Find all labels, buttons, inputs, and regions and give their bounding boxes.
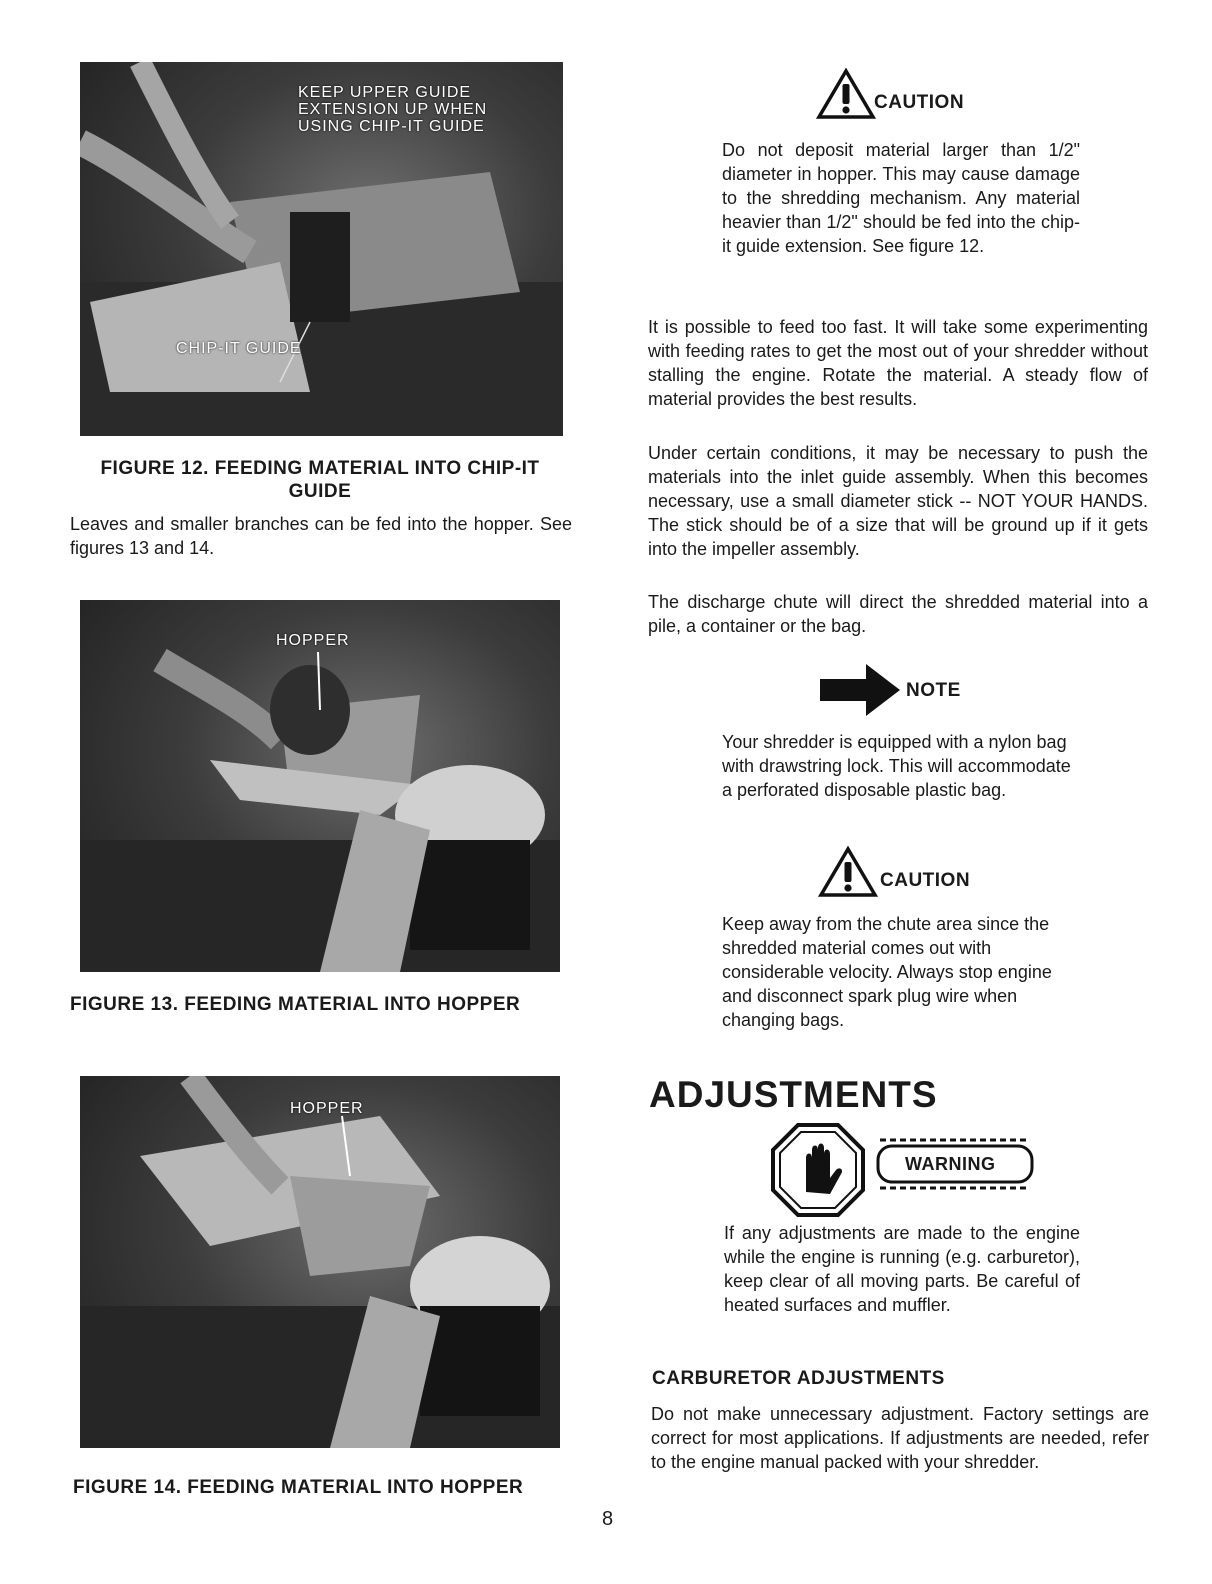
warning-text: If any adjustments are made to the engine while the engine is running (e.g. carburetor), keep clear of all moving parts. Be careful of heated surfaces and muffler.	[724, 1223, 1080, 1315]
feed-rate-paragraph: It is possible to feed too fast. It will take some experimenting with feeding rates to get the most out of your shredder without stalling the engine. Rotate the material. A steady flow of material provides the best results.	[648, 317, 1148, 409]
figure-13-photo	[80, 600, 560, 972]
figure-12-caption	[70, 457, 570, 503]
label-line: USING CHIP-IT GUIDE	[298, 118, 485, 135]
label-line: EXTENSION UP WHEN	[298, 101, 488, 118]
caption-line: FIGURE 12. FEEDING MATERIAL INTO CHIP-IT	[100, 458, 540, 479]
adjustments-heading: ADJUSTMENTS	[649, 1074, 938, 1115]
carburetor-text: Do not make unnecessary adjustment. Factory settings are correct for most applications. If adjustments are needed, refer to the engine manual packed with your shredder.	[651, 1404, 1149, 1472]
caution-1-header	[816, 68, 1016, 120]
note-header	[820, 662, 1000, 718]
caution-2-header	[818, 846, 1018, 898]
note-text: Your shredder is equipped with a nylon bag with drawstring lock. This will accommodate a perforated disposable plastic bag.	[722, 732, 1071, 800]
figure-14-illustration	[80, 1076, 560, 1448]
warning-triangle-icon	[816, 68, 876, 120]
push-paragraph: Under certain conditions, it may be necessary to push the materials into the inlet guide assembly. When this becomes necessary, use a small diameter stick -- NOT YOUR HANDS. The stick should be of a size that will be ground up if it gets into the impeller assembly.	[648, 443, 1148, 559]
figure-13-caption: FIGURE 13. FEEDING MATERIAL INTO HOPPER	[70, 994, 521, 1015]
figure-12-photo	[80, 62, 563, 436]
warning-label: WARNING	[905, 1154, 996, 1174]
caution-1-text: Do not deposit material larger than 1/2" diameter in hopper. This may cause damage to the shredding mechanism. Any material heavier than 1/2" should be fed into the chip-it guide extension. See figure 12.	[722, 140, 1080, 256]
warning-triangle-icon	[818, 846, 878, 898]
caution-1-heading: CAUTION	[874, 92, 965, 113]
carburetor-heading: CARBURETOR ADJUSTMENTS	[652, 1368, 945, 1389]
discharge-paragraph: The discharge chute will direct the shredded material into a pile, a container or the bag.	[648, 592, 1148, 636]
figure-13-illustration	[80, 600, 560, 972]
caption-line: GUIDE	[288, 481, 352, 502]
figure-12-label-bottom: CHIP-IT GUIDE	[176, 340, 302, 357]
label-line: KEEP UPPER GUIDE	[298, 84, 472, 101]
note-heading: NOTE	[906, 680, 961, 701]
figure-12-label-top	[298, 84, 487, 135]
warning-header	[770, 1120, 1050, 1220]
figure-14-photo	[80, 1076, 560, 1448]
arrow-right-icon	[820, 662, 902, 718]
figure-14-label: HOPPER	[290, 1100, 364, 1117]
figure-13-label: HOPPER	[276, 632, 350, 649]
figure-14-caption: FIGURE 14. FEEDING MATERIAL INTO HOPPER	[73, 1477, 524, 1498]
caution-2-text: Keep away from the chute area since the shredded material comes out with considerable velocity. Always stop engine and disconnect spark plug wire when changing bags.	[722, 914, 1052, 1030]
caution-2-heading: CAUTION	[880, 870, 971, 891]
leaves-paragraph: Leaves and smaller branches can be fed into the hopper. See figures 13 and 14.	[70, 514, 572, 558]
stop-hand-icon	[770, 1122, 866, 1218]
page-number: 8	[602, 1508, 614, 1530]
